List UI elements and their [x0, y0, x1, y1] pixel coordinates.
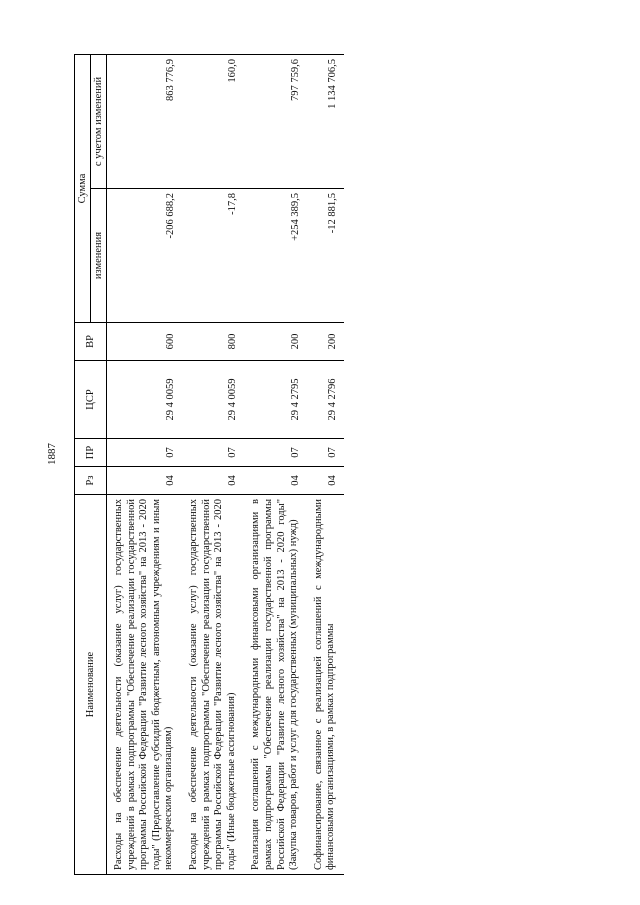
row-pr: 07: [107, 439, 182, 467]
row-vr: 200: [244, 323, 306, 361]
table-header: [75, 54, 107, 874]
row-change: +254 389,5: [244, 189, 306, 323]
row-rz: 04: [307, 467, 344, 495]
header-change: изменения: [91, 189, 107, 323]
row-pr: 07: [244, 439, 306, 467]
row-vr: 800: [182, 323, 244, 361]
header-name: Наименование: [75, 495, 107, 875]
row-rz: 04: [182, 467, 244, 495]
row-csr: 29 4 2795: [244, 361, 306, 439]
row-change: -17,8: [182, 189, 244, 323]
table-row: [307, 54, 344, 874]
row-csr: 29 4 0059: [107, 361, 182, 439]
row-with-change: 863 776,9: [107, 54, 182, 188]
table-row: [107, 54, 182, 874]
row-pr: 07: [307, 439, 344, 467]
rotated-page: [74, 55, 579, 875]
row-name: Реализация соглашений с международными финансовыми организациями в рамках подпрограммы "Обеспечение реализации государственной программы Российской Федерации "Развитие лесного хозяйства" на 2013 - 2020 годы" (Закупка товаров, работ и услуг для государственных (муниципальных) нужд): [244, 495, 306, 875]
row-rz: 04: [107, 467, 182, 495]
header-vr: ВР: [75, 323, 107, 361]
row-csr: 29 4 2796: [307, 361, 344, 439]
table-row: [182, 54, 244, 874]
row-change: -12 881,5: [307, 189, 344, 323]
table-row: [244, 54, 306, 874]
row-with-change: 797 759,6: [244, 54, 306, 188]
row-name: Расходы на обеспечение деятельности (оказание услуг) государственных учреждений в рамках подпрограммы "Обеспечение реализации государственной программы Российской Федерации "Развитие лесного хозяйства" на 2013 - 2020 годы" (Предоставление субсидий бюджетным, автономным учреждениям и иным некоммерческим организациям): [107, 495, 182, 875]
row-name: Расходы на обеспечение деятельности (оказание услуг) государственных учреждений в рамках подпрограммы "Обеспечение реализации государственной программы Российской Федерации "Развитие лесного хозяйства" на 2013 - 2020 годы" (Иные бюджетные ассигнования): [182, 495, 244, 875]
row-csr: 29 4 0059: [182, 361, 244, 439]
row-with-change: 1 134 706,5: [307, 54, 344, 188]
header-rz: Рз: [75, 467, 107, 495]
page-number: 1887: [46, 443, 58, 465]
row-vr: 200: [307, 323, 344, 361]
row-vr: 600: [107, 323, 182, 361]
row-pr: 07: [182, 439, 244, 467]
header-with-change: с учетом изменений: [91, 54, 107, 188]
row-rz: 04: [244, 467, 306, 495]
row-with-change: 160,0: [182, 54, 244, 188]
row-name: Софинансирование, связанное с реализацией соглашений с международными финансовыми организациями, в рамках подпрограммы: [307, 495, 344, 875]
header-sum: Сумма: [75, 54, 91, 322]
header-pr: ПР: [75, 439, 107, 467]
budget-table: [74, 54, 344, 875]
row-change: -206 688,2: [107, 189, 182, 323]
header-csr: ЦСР: [75, 361, 107, 439]
